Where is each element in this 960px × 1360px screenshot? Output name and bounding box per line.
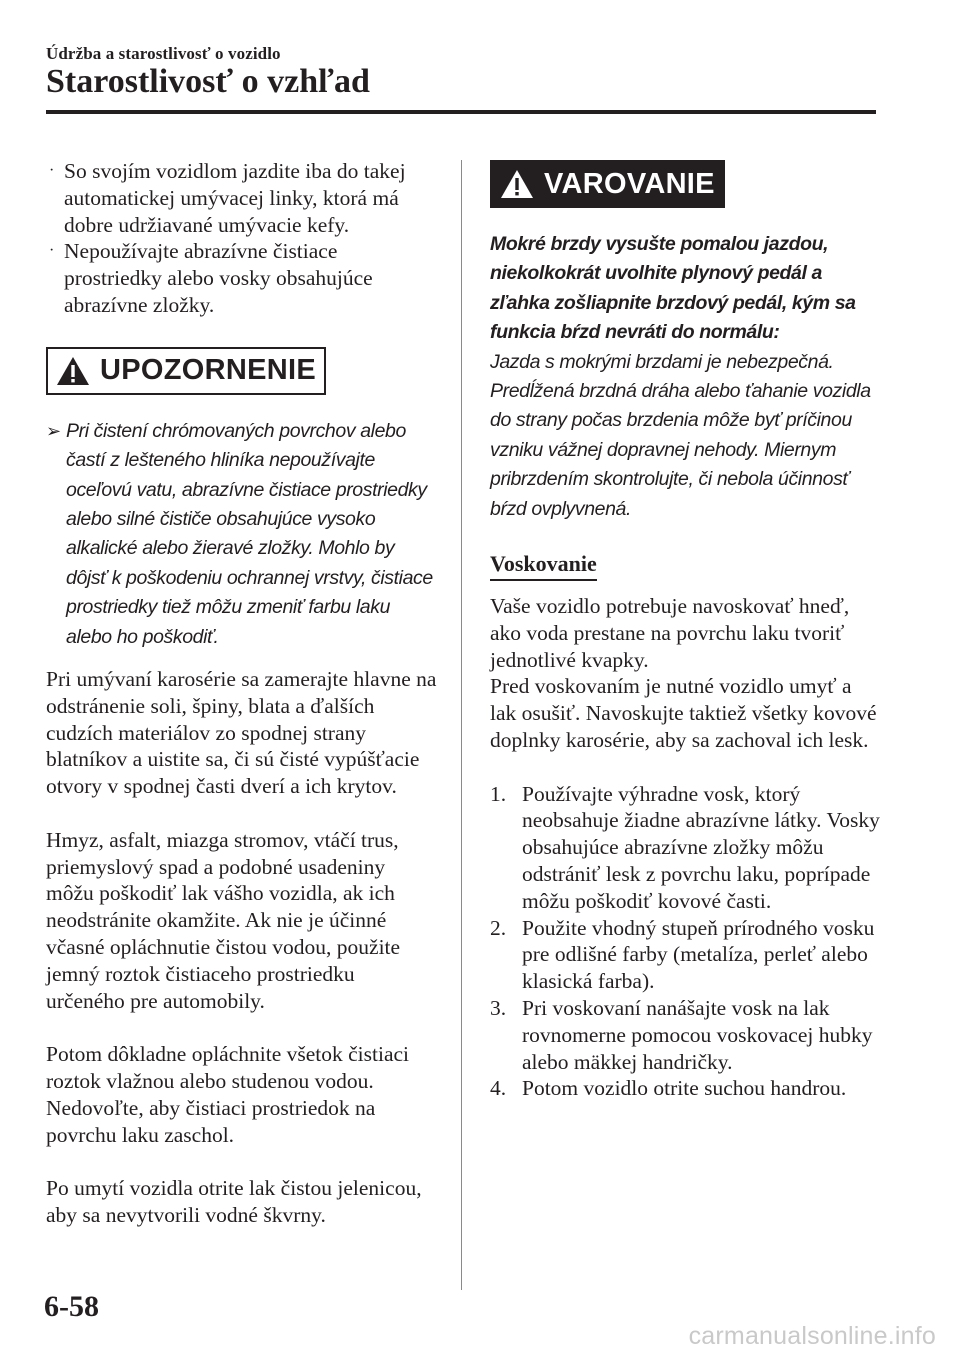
caution-label-text: UPOZORNENIE [100, 354, 316, 387]
arrow-right-icon: ➢ [46, 420, 61, 441]
paragraph: Hmyz, asfalt, miazga stromov, vtáčí trus, priemyslový spad a podobné usadeniny môžu poškodiť lak vášho vozidla, ak ich neodstránite okamžite. Ak nie je účinné včasné opláchnutie čistou vodou, použite jemný roztok čistiaceho prostriedku určeného pre automobily. [46, 827, 401, 1013]
bullet-dot-icon: · [49, 242, 55, 260]
header-rule [46, 110, 876, 114]
warning-triangle-icon [500, 169, 534, 199]
paragraph: Pri umývaní karosérie sa zamerajte hlavne na odstránenie soli, špiny, blata a ďalších cudzích materiálov zo spodnej strany blatníkov a uistite sa, či sú čisté vypúšťacie otvory v spodnej časti dverí a ich krytov. [46, 667, 437, 799]
warning-label-text: VAROVANIE [544, 167, 715, 200]
caution-note: ➢ Pri čistení chrómovaných povrchov alebo častí z lešteného hliníka nepoužívajte oceľovú vatu, abrazívne čistiace prostriedky alebo silné čističe obsahujúce vysoko alkalické alebo žieravé zložky. Mohlo by dôjsť k poškodeniu ochrannej vrstvy, čistiace prostriedky tiež môžu zmeniť farbu laku alebo ho poškodiť. [46, 417, 438, 652]
list-item: 3. Pri voskovaní nanášajte vosk na lak rovnomerne pomocou voskovacej hubky alebo mäkkej handričky. [490, 996, 873, 1074]
bullet-list [46, 158, 438, 319]
list-item: 4. Potom vozidlo otrite suchou handrou. [490, 1076, 847, 1101]
watermark: carmanualsonline.info [688, 1322, 936, 1350]
paragraph: Po umytí vozidla otrite lak čistou jelenicou, aby sa nevytvorili vodné škvrny. [46, 1176, 422, 1227]
warning-text: Jazda s mokrými brzdami je nebezpečná. Predĺžená brzdná dráha alebo ťahanie vozidla do strany počas brzdenia môže byť príčinou vzniku vážnej dopravnej nehody. Miernym pribrzdením skontrolujte, či nebola účinnosť bŕzd ovplyvnená. [490, 350, 871, 520]
paragraph: Potom dôkladne opláchnite všetok čistiaci roztok vlažnou alebo studenou vodou. Nedovoľte, aby čistiaci prostriedok na povrchu laku zaschol. [46, 1042, 410, 1147]
list-item: · So svojím vozidlom jazdite iba do takej automatickej umývacej linky, ktorá má dobre udržiavané umývacie kefy. [49, 159, 406, 237]
warning-label [490, 160, 725, 208]
right-column [490, 158, 882, 1102]
subheading-waxing: Voskovanie [490, 550, 597, 581]
list-item: 1. Používajte výhradne vosk, ktorý neobsahuje žiadne abrazívne látky. Vosky obsahujúce abrazívne zložky môžu odstrániť lesk z povrchu laku, poprípade môžu poškodiť kovové časti. [490, 781, 880, 913]
column-divider [461, 160, 462, 1290]
warning-triangle-icon [56, 356, 90, 386]
paragraph: Vaše vozidlo potrebuje navoskovať hneď, ako voda prestane na povrchu laku tvoriť jednotlivé kvapky. [490, 594, 850, 672]
section-label: Údržba a starostlivosť o vozidlo [46, 44, 281, 63]
list-item: · Nepoužívajte abrazívne čistiace prostriedky alebo vosky obsahujúce abrazívne zložky. [49, 239, 373, 317]
steps-list [490, 781, 882, 1103]
bullet-dot-icon: · [49, 162, 55, 179]
warning-bold-text: Mokré brzdy vysušte pomalou jazdou, niekolkokrát uvolhite plynový pedál a zľahka zošliapnite brzdový pedál, kým sa funkcia bŕzd nevráti do normálu: [490, 233, 856, 344]
warning-note [490, 230, 882, 524]
left-column [46, 158, 438, 1229]
list-item: 2. Použite vhodný stupeň prírodného vosku pre odlišné farby (metalíza, perleť alebo klasická farba). [490, 915, 875, 994]
caution-label [46, 347, 326, 395]
page-number: 6-58 [44, 1290, 99, 1323]
page-title: Starostlivosť o vzhľad [46, 63, 370, 100]
paragraph: Pred voskovaním je nutné vozidlo umyť a lak osušiť. Navoskujte taktiež všetky kovové doplnky karosérie, aby sa zachoval ich lesk. [490, 674, 877, 753]
